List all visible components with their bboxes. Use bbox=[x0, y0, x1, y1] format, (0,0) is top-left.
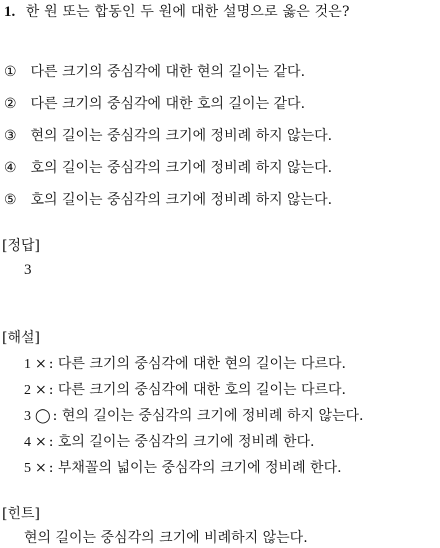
answer-label: [정답] bbox=[2, 238, 40, 254]
question-line bbox=[4, 2, 350, 22]
choice-text: 호의 길이는 중심각의 크기에 정비례 하지 않는다. bbox=[30, 192, 333, 208]
explanation-item-5 bbox=[24, 458, 342, 478]
choice-3 bbox=[4, 126, 332, 146]
question-text: 한 원 또는 합동인 두 원에 대한 설명으로 옳은 것은? bbox=[25, 4, 350, 20]
choice-5 bbox=[4, 190, 332, 210]
explanation-item-2 bbox=[24, 380, 346, 400]
choice-marker: ① bbox=[4, 64, 17, 80]
choice-marker: ④ bbox=[4, 160, 17, 176]
explanation-item-3 bbox=[24, 406, 363, 426]
cross-mark-icon: × bbox=[35, 356, 47, 372]
explanation-num: 3 bbox=[24, 409, 31, 424]
explanation-num: 5 bbox=[24, 461, 31, 476]
question-number: 1. bbox=[4, 4, 16, 20]
choice-marker: ⑤ bbox=[4, 192, 17, 208]
explanation-num: 1 bbox=[24, 357, 31, 372]
choice-4 bbox=[4, 158, 332, 178]
explanation-num: 4 bbox=[24, 435, 31, 450]
choice-1 bbox=[4, 62, 305, 82]
cross-mark-icon: × bbox=[35, 382, 47, 398]
choice-text: 다른 크기의 중심각에 대한 호의 길이는 같다. bbox=[30, 96, 306, 112]
explanation-text: : 현의 길이는 중심각의 크기에 정비례 하지 않는다. bbox=[52, 408, 364, 424]
explanation-num: 2 bbox=[24, 383, 31, 398]
hint-text: 현의 길이는 중심각의 크기에 비례하지 않는다. bbox=[24, 530, 308, 546]
explanation-item-1 bbox=[24, 354, 346, 374]
explanation-text: : 다른 크기의 중심각에 대한 현의 길이는 다르다. bbox=[48, 356, 347, 372]
explanation-text: : 다른 크기의 중심각에 대한 호의 길이는 다르다. bbox=[48, 382, 347, 398]
cross-mark-icon: × bbox=[35, 434, 47, 450]
explanation-text: : 부채꼴의 넓이는 중심각의 크기에 정비례 한다. bbox=[48, 460, 342, 476]
cross-mark-icon: × bbox=[35, 460, 47, 476]
choice-marker: ③ bbox=[4, 128, 17, 144]
choice-marker: ② bbox=[4, 96, 17, 112]
explanation-item-4 bbox=[24, 432, 315, 452]
explanation-label: [해설] bbox=[2, 330, 40, 346]
circle-mark-icon: ◯ bbox=[35, 408, 51, 424]
choice-2 bbox=[4, 94, 305, 114]
answer-value: 3 bbox=[24, 262, 32, 278]
explanation-text: : 호의 길이는 중심각의 크기에 정비례 한다. bbox=[48, 434, 315, 450]
choice-text: 호의 길이는 중심각의 크기에 정비례 하지 않는다. bbox=[30, 160, 333, 176]
choice-text: 현의 길이는 중심각의 크기에 정비례 하지 않는다. bbox=[30, 128, 333, 144]
choice-text: 다른 크기의 중심각에 대한 현의 길이는 같다. bbox=[30, 64, 306, 80]
hint-label: [힌트] bbox=[2, 506, 40, 522]
